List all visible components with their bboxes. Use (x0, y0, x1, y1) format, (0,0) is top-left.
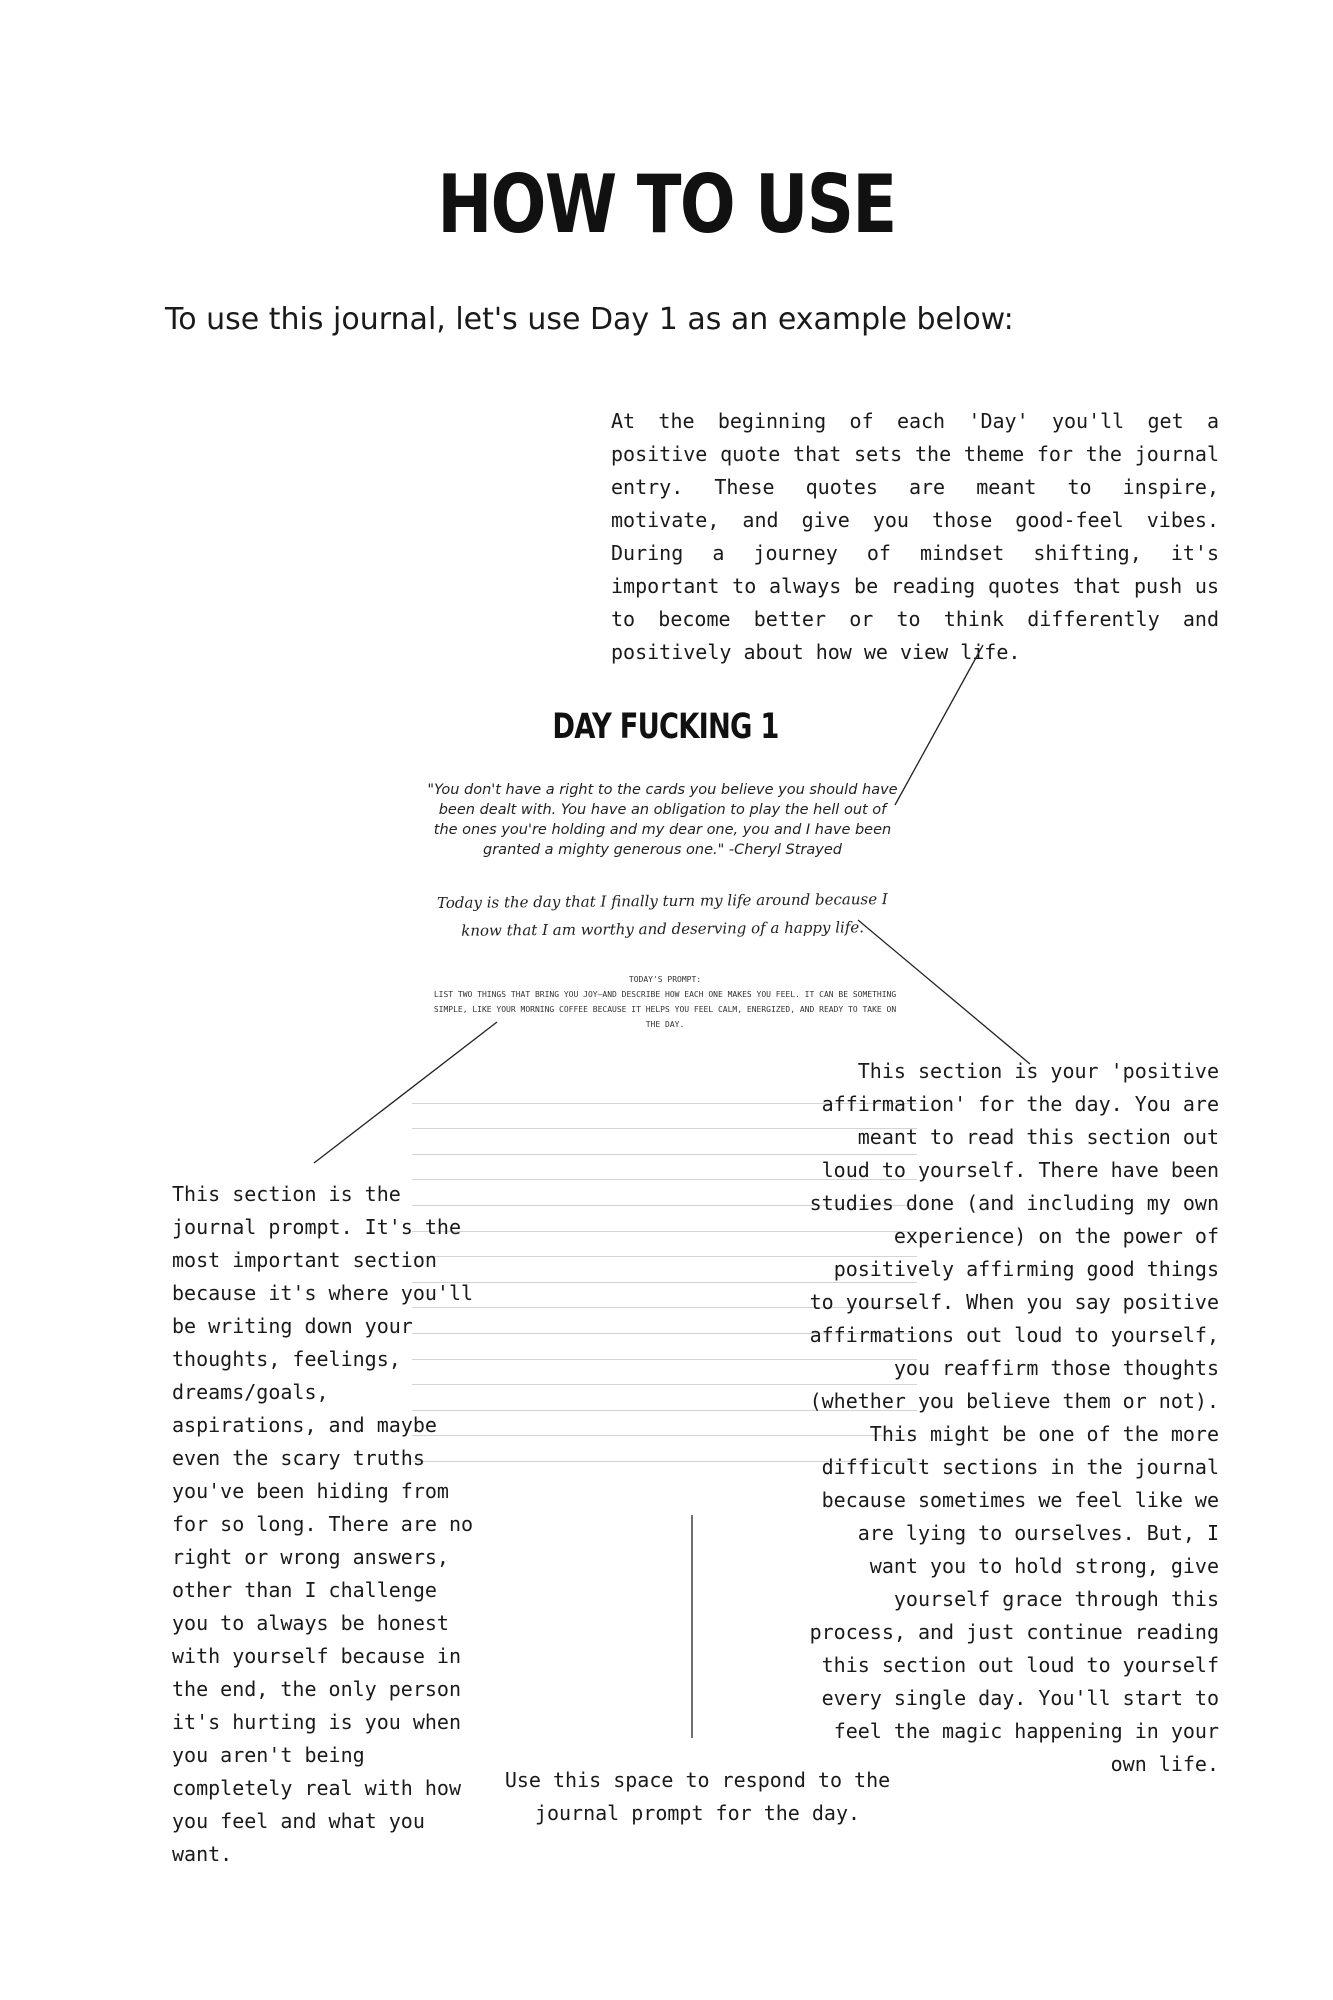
prompt-connector-line (314, 1022, 497, 1163)
quote-explanation: At the beginning of each 'Day' you'll get a positive quote that sets the theme for the journal entry. These quotes are meant to inspire, motivate, and give you those good-feel vibes. During a journey of mindset shifting, it's important to always be reading quotes that push us to become better or to think differently and positively about how we view life. (611, 409, 1219, 664)
intro-text: To use this journal, let's use Day 1 as an example below: (165, 302, 1014, 337)
affirmation-explanation: This section is your 'positive affirmation' for the day. You are meant to read this section out loud to yourself. There have been studies done (and including my own experience) on the power of positively affirming good things to yourself. When you say positive affirmations out loud to yourself, you reaffirm those thoughts (whether you believe them or not). This might be one of the more difficult sections in the journal because sometimes we feel like we are lying to ourselves. But, I want you to hold strong, give yourself grace through this process, and just continue reading this section out loud to yourself every single day. You'll start to feel the magic happening in your own life. (809, 1059, 1219, 1776)
page-title: HOW TO USE (437, 158, 896, 251)
example-prompt-label: TODAY'S PROMPT: (628, 975, 702, 984)
response-space-explanation: Use this space to respond to the journal prompt for the day. (504, 1768, 891, 1825)
example-day-heading: DAY FUCKING 1 (552, 707, 779, 747)
example-quote: "You don't have a right to the cards you believe you should have been dealt with. You have an obligation to play the hell out of the ones you're holding and my dear one, you and I have been granted a mighty generous one." -Cheryl Strayed (427, 782, 898, 858)
prompt-explanation: This section is the journal prompt. It's the most important section because it's where you'll be writing down your thoughts, feelings, dreams/goals, aspirations, and maybe even the scary truths you've been hiding from for so long. There are no right or wrong answers, other than I challenge you to always be honest with yourself because in the end, the only person it's hurting is you when you aren't being completely real with how you feel and what you want. (172, 1182, 474, 1866)
quote-connector-line (895, 645, 983, 805)
example-affirmation: Today is the day that I finally turn my life around because I know that I am worthy and deserving of a happy life. (436, 890, 888, 940)
affirmation-connector-line (858, 920, 1030, 1064)
example-prompt-text: LIST TWO THINGS THAT BRING YOU JOY—AND DESCRIBE HOW EACH ONE MAKES YOU FEEL. IT CAN BE SOMETHING SIMPLE, LIKE YOUR MORNING COFFEE BECAUSE IT HELPS YOU FEEL CALM, ENERGIZED, AND READY TO TAKE ON THE DAY. (433, 990, 897, 1029)
